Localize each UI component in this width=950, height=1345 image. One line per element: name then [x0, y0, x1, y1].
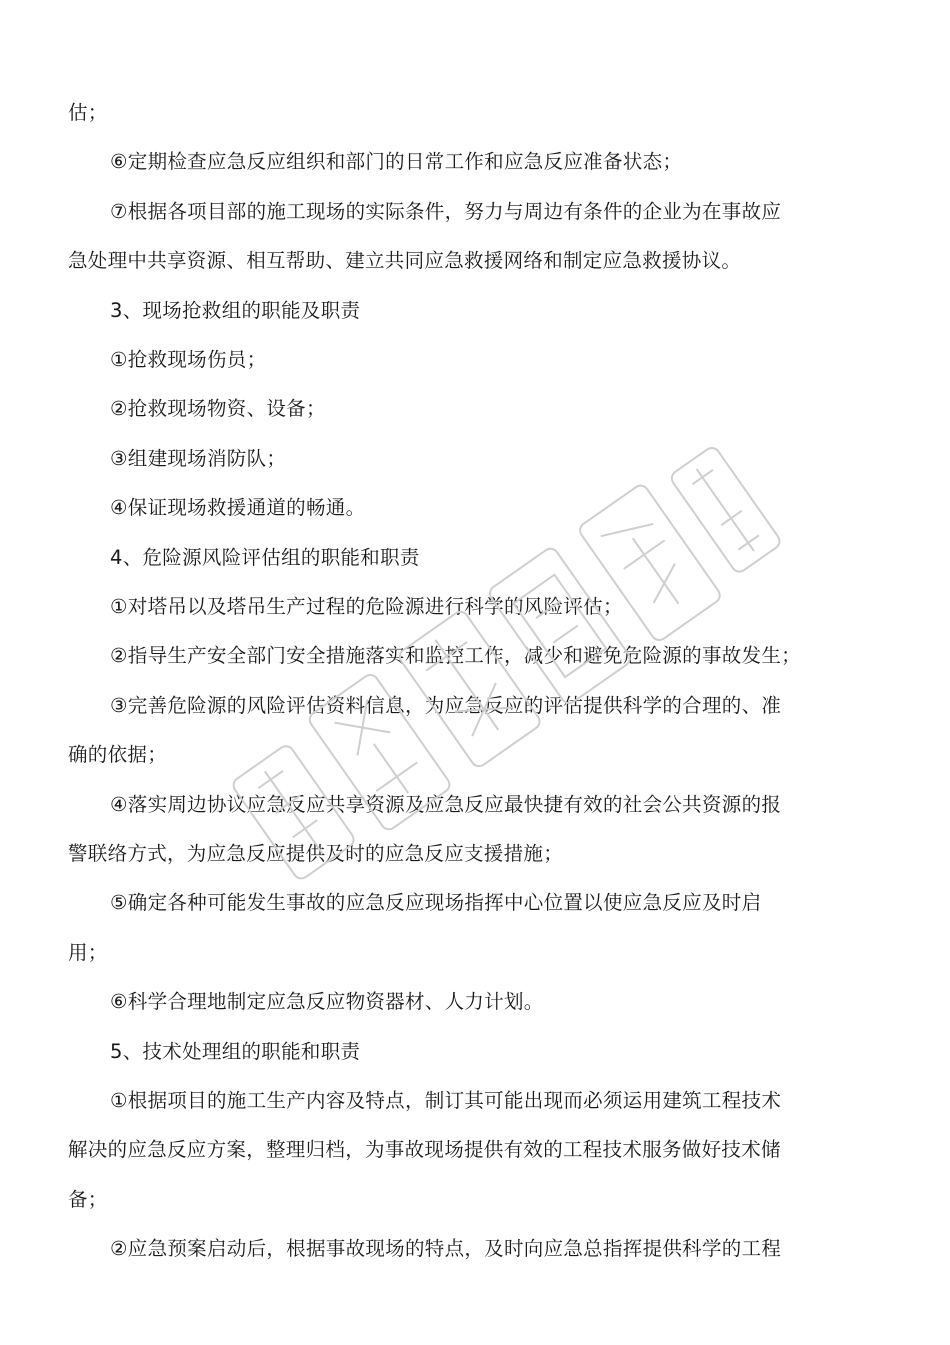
- text-line: ②指导生产安全部门安全措施落实和监控工作，减少和避免危险源的事故发生；: [110, 644, 801, 667]
- text-line: ⑥定期检查应急反应组织和部门的日常工作和应急反应准备状态；: [110, 150, 683, 173]
- text-line: 警联络方式，为应急反应提供及时的应急反应支援措施；: [68, 842, 564, 865]
- text-line: ①根据项目的施工生产内容及特点，制订其可能出现而必须运用建筑工程技术: [110, 1089, 782, 1112]
- text-line: ④保证现场救援通道的畅通。: [110, 496, 366, 519]
- text-line: ①对塔吊以及塔吊生产过程的危险源进行科学的风险评估；: [110, 595, 623, 618]
- text-line: ⑥科学合理地制定应急反应物资器材、人力计划。: [110, 990, 544, 1013]
- text-line: 急处理中共享资源、相互帮助、建立共同应急救援网络和制定应急救援协议。: [68, 249, 742, 272]
- text-line: ①抢救现场伤员；: [110, 348, 267, 371]
- text-line: 解决的应急反应方案，整理归档，为事故现场提供有效的工程技术服务做好技术储: [68, 1138, 781, 1161]
- text-line: 确的依据；: [68, 743, 168, 766]
- text-line: ②应急预案启动后，根据事故现场的特点，及时向应急总指挥提供科学的工程: [110, 1237, 782, 1260]
- text-line: 5、技术处理组的职能和职责: [110, 1040, 361, 1063]
- text-line: 4、危险源风险评估组的职能和职责: [110, 546, 420, 569]
- text-line: 估；: [68, 101, 108, 124]
- text-line: ⑦根据各项目部的施工现场的实际条件，努力与周边有条件的企业为在事故应: [110, 200, 782, 223]
- text-line: 3、现场抢救组的职能及职责: [110, 299, 361, 322]
- text-line: ③组建现场消防队；: [110, 447, 287, 470]
- text-line: 备；: [68, 1188, 108, 1211]
- text-line: ③完善危险源的风险评估资料信息，为应急反应的评估提供科学的合理的、准: [110, 694, 782, 717]
- text-line: ②抢救现场物资、设备；: [110, 397, 326, 420]
- text-line: 用；: [68, 941, 108, 964]
- text-line: ④落实周边协议应急反应共享资源及应急反应最快捷有效的社会公共资源的报: [110, 793, 782, 816]
- text-line: ⑤确定各种可能发生事故的应急反应现场指挥中心位置以使应急反应及时启: [110, 891, 762, 914]
